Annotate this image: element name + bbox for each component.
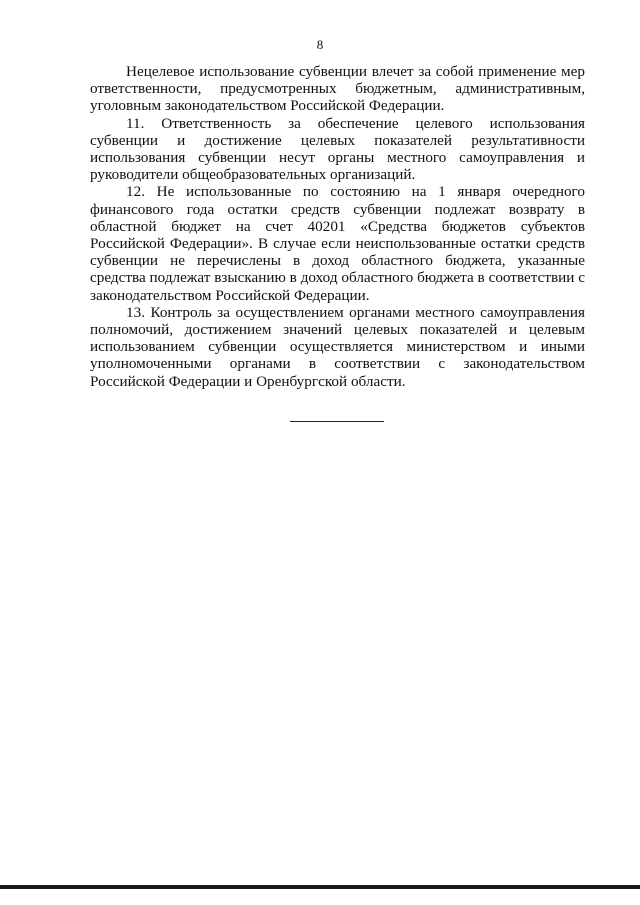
page-number: 8	[316, 37, 324, 52]
paragraph-13-control: 13. Контроль за осуществлением органами местного самоуправления полномочий, достижением значений целевых показателей и целевым использованием субвенции осуществляется министерством и иными уполномоченными органами в соответствии с законодательством Российской Федерации и Оренбургской области.	[90, 303, 585, 390]
document-body	[90, 63, 585, 390]
end-separator-line	[290, 421, 384, 422]
scan-bottom-edge	[0, 885, 640, 889]
paragraph-misuse-liability: Нецелевое использование субвенции влечет за собой применение мер ответственности, предусмотренных бюджетным, административным, уголовным законодательством Российской Федерации.	[90, 63, 585, 115]
paragraph-12-unused-balances: 12. Не использованные по состоянию на 1 января очередного финансового года остатки средств субвенции подлежат возврату в областной бюджет на счет 40201 «Средства бюджетов субъектов Российской Федерации». В случае если неиспользованные остатки средств субвенции не перечислены в доход областного бюджета, указанные средства подлежат взысканию в доход областного бюджета в соответствии с законодательством Российской Федерации.	[90, 183, 585, 304]
paragraph-11-responsibility: 11. Ответственность за обеспечение целевого использования субвенции и достижение целевых показателей результативности использования субвенции несут органы местного самоуправления и руководители общеобразовательных организаций.	[90, 114, 585, 184]
